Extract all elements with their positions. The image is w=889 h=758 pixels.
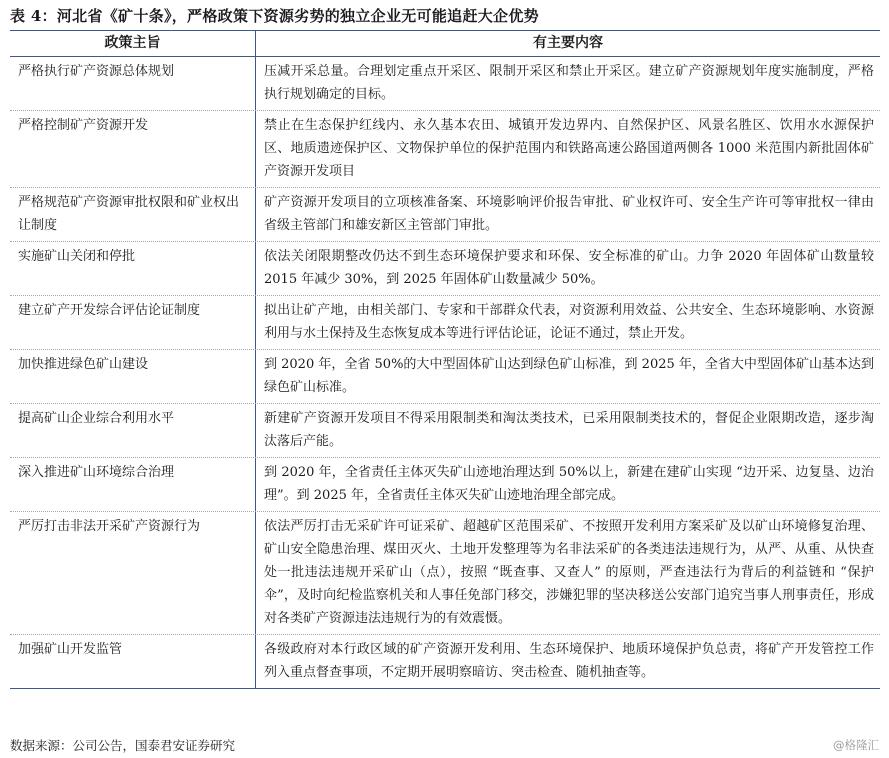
row-topic: 建立矿产开发综合评估论证制度: [18, 303, 201, 318]
table-row: [10, 635, 880, 688]
row-topic: 加强矿山开发监管: [18, 642, 123, 657]
row-topic: 深入推进矿山环境综合治理: [18, 465, 175, 480]
row-topic: 严厉打击非法开采矿产资源行为: [18, 519, 201, 534]
watermark: @格隆汇: [833, 738, 879, 752]
table-row: [10, 188, 880, 242]
row-content: 到 2020 年，全省 50%的大中型固体矿山达到绿色矿山标准，到 2025 年，全省大中型固体矿山基本达到绿色矿山标准。: [255, 350, 880, 403]
row-content: 矿产资源开发项目的立项核准备案、环境影响评价报告审批、矿业权许可、安全生产许可等审批权一律由省级主管部门和雄安新区主管部门审批。: [255, 188, 880, 241]
row-content: 新建矿产资源开发项目不得采用限制类和淘汰类技术，已采用限制类技术的，督促企业限期改造，逐步淘汰落后产能。: [255, 404, 880, 457]
row-topic: 实施矿山关闭和停批: [18, 249, 136, 264]
table-row: [10, 350, 880, 404]
row-content: 各级政府对本行政区域的矿产资源开发利用、生态环境保护、地质环境保护负总责，将矿产开发管控工作列入重点督查事项，不定期开展明察暗访、突击检查、随机抽查等。: [255, 635, 880, 688]
row-content: 禁止在生态保护红线内、永久基本农田、城镇开发边界内、自然保护区、风景名胜区、饮用水水源保护区、地质遗迹保护区、文物保护单位的保护范围内和铁路高速公路国道两侧各 1000 米范围内新批固体矿产资源开发项目: [255, 111, 880, 187]
row-content: 压减开采总量。合理划定重点开采区、限制开采区和禁止开采区。建立矿产资源规划年度实施制度，严格执行规划确定的目标。: [255, 57, 880, 110]
table-header-row: [10, 31, 880, 57]
row-content: 依法严厉打击无采矿许可证采矿、超越矿区范围采矿、不按照开发利用方案采矿及以矿山环境修复治理、矿山安全隐患治理、煤田灭火、土地开发整理等为名非法采矿的各类违法违规行为，从严、从重、从快查处一批违法违规开采矿山（点），按照 “既查事、又查人” 的原则，严查违法行为背后的利益链和 “保护伞”，及时向纪检监察机关和人事任免部门移交，涉嫌犯罪的坚决移送公安部门追究当事人刑事责任，形成对各类矿产资源违法违规行为的有效震慑。: [255, 512, 880, 634]
table-row: [10, 458, 880, 512]
row-topic: 提高矿山企业综合利用水平: [18, 411, 175, 426]
header-content: 有主要内容: [255, 31, 880, 56]
table-title: 表 4：河北省《矿十条》，严格政策下资源劣势的独立企业无可能追赶大企优势: [10, 7, 539, 25]
table-row: [10, 512, 880, 635]
table-row: [10, 57, 880, 111]
row-topic: 严格控制矿产资源开发: [18, 118, 149, 133]
row-topic: 加快推进绿色矿山建设: [18, 357, 149, 372]
table-row: [10, 111, 880, 188]
policy-table: [10, 30, 880, 689]
row-topic: 严格执行矿产资源总体规划: [18, 64, 175, 79]
row-topic: 严格规范矿产资源审批权限和矿业权出让制度: [18, 195, 240, 233]
table-row: [10, 242, 880, 296]
row-content: 拟出让矿产地，由相关部门、专家和干部群众代表，对资源利用效益、公共安全、生态环境影响、水资源利用与水土保持及生态恢复成本等进行评估论证，论证不通过，禁止开发。: [255, 296, 880, 349]
source-note: 数据来源：公司公告，国泰君安证券研究: [10, 738, 236, 753]
row-content: 到 2020 年，全省责任主体灭失矿山迹地治理达到 50%以上，新建在建矿山实现 “边开采、边复垦、边治理”。到 2025 年，全省责任主体灭失矿山迹地治理全部完成。: [255, 458, 880, 511]
row-content: 依法关闭限期整改仍达不到生态环境保护要求和环保、安全标准的矿山。力争 2020 年固体矿山数量较 2015 年减少 30%，到 2025 年固体矿山数量减少 50%。: [255, 242, 880, 295]
header-topic: 政策主旨: [104, 35, 161, 51]
table-row: [10, 404, 880, 458]
table-row: [10, 296, 880, 350]
